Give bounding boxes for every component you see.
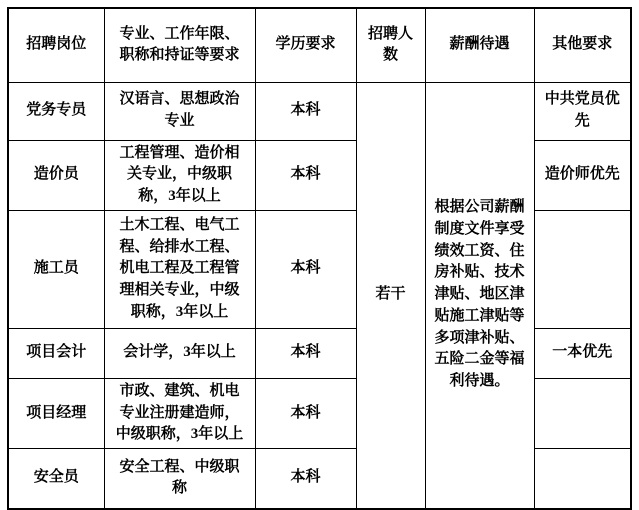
requirements-cell: 会计学，3年以上 xyxy=(104,328,255,378)
position-cell: 安全员 xyxy=(8,449,104,509)
position-cell: 施工员 xyxy=(8,210,104,328)
position-cell: 项目会计 xyxy=(8,328,104,378)
headcount-merged-cell: 若干 xyxy=(356,82,425,509)
requirements-cell: 市政、建筑、机电专业注册建造师，中级职称，3年以上 xyxy=(104,378,255,448)
table-row-zaojiayuan xyxy=(8,140,631,210)
requirements-cell: 汉语言、思想政治专业 xyxy=(104,82,255,140)
salary-merged-cell: 根据公司薪酬制度文件享受绩效工资、住房补贴、技术津贴、地区津贴施工津贴等多项津补贴、五险二金等福利待遇。 xyxy=(425,82,534,509)
education-cell: 本科 xyxy=(255,378,356,448)
education-cell: 本科 xyxy=(255,210,356,328)
education-cell: 本科 xyxy=(255,140,356,210)
other-cell xyxy=(534,378,631,448)
other-cell xyxy=(534,210,631,328)
other-cell: 造价师优先 xyxy=(534,140,631,210)
header-other: 其他要求 xyxy=(534,8,631,82)
position-cell: 造价员 xyxy=(8,140,104,210)
position-cell: 党务专员 xyxy=(8,82,104,140)
education-cell: 本科 xyxy=(255,82,356,140)
table-row-anquanyuan xyxy=(8,449,631,509)
header-position: 招聘岗位 xyxy=(8,8,104,82)
requirements-cell: 工程管理、造价相关专业，中级职称，3年以上 xyxy=(104,140,255,210)
other-cell: 中共党员优先 xyxy=(534,82,631,140)
recruitment-table xyxy=(7,7,632,510)
position-cell: 项目经理 xyxy=(8,378,104,448)
header-salary: 薪酬待遇 xyxy=(425,8,534,82)
education-cell: 本科 xyxy=(255,449,356,509)
table-row-dangwu-zhuanyuan xyxy=(8,82,631,140)
requirements-cell: 土木工程、电气工程、给排水工程、机电工程及工程管理相关专业，中级职称，3年以上 xyxy=(104,210,255,328)
header-requirements: 专业、工作年限、职称和持证等要求 xyxy=(104,8,255,82)
other-cell xyxy=(534,449,631,509)
other-cell: 一本优先 xyxy=(534,328,631,378)
table-row-xiangmu-jingli xyxy=(8,378,631,448)
table-row-shigongyuan xyxy=(8,210,631,328)
header-education: 学历要求 xyxy=(255,8,356,82)
header-headcount: 招聘人数 xyxy=(356,8,425,82)
requirements-cell: 安全工程、中级职称 xyxy=(104,449,255,509)
education-cell: 本科 xyxy=(255,328,356,378)
header-row xyxy=(8,8,631,82)
table-row-xiangmu-kuaiji xyxy=(8,328,631,378)
